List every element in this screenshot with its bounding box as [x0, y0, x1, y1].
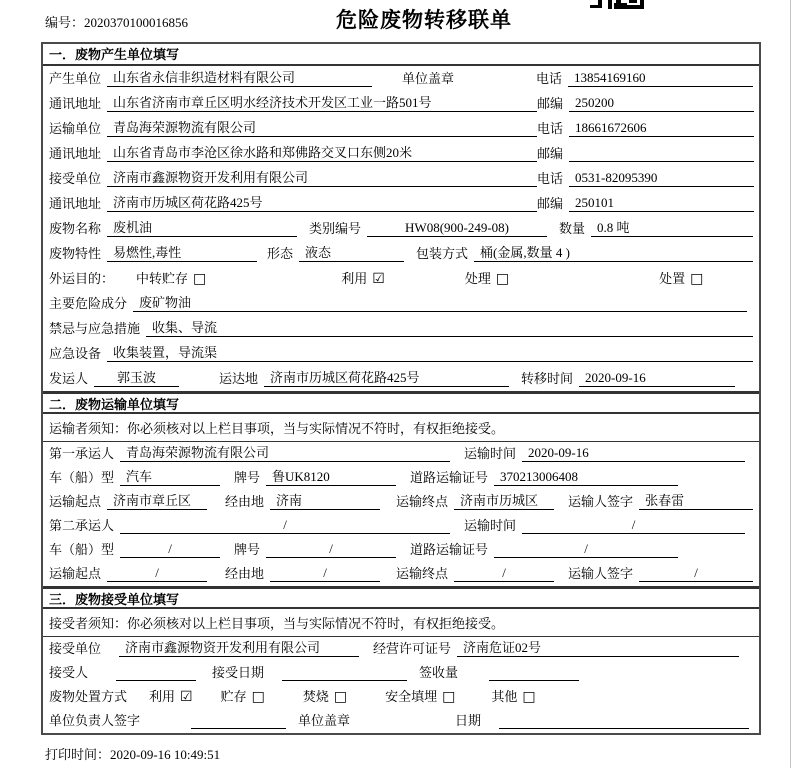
producer-address-field: 山东省济南市章丘区明水经济技术开发区工业一路501号 [107, 95, 537, 112]
phone-label: 电话 [537, 121, 564, 136]
equipment-field: 收集装置，导流渠 [107, 345, 753, 362]
accepting-unit-field: 济南市鑫源物资开发利用有限公司 [119, 640, 359, 657]
carrier2-time-field: / [522, 517, 745, 534]
carrier2-permit-field: / [494, 541, 678, 558]
carrier1-via-field: 济南 [270, 493, 380, 510]
form-state-field: 液态 [299, 245, 404, 262]
section2-header: 二．废物运输单位填写 [43, 392, 759, 414]
carrier2-field: / [120, 517, 450, 534]
producer-row [43, 66, 759, 91]
carrier1-origin-field: 济南市章丘区 [107, 493, 207, 510]
qr-code-fragment-icon [590, 0, 646, 9]
receiver-address-row [43, 191, 759, 216]
section1-body [43, 66, 759, 392]
terminus-label: 运输终点 [396, 566, 449, 581]
shipper-field: 郭玉波 [94, 370, 179, 387]
origin-label: 运输起点 [49, 566, 102, 581]
carrier1-label: 第一承运人 [49, 446, 115, 461]
option-label: 利用 [149, 689, 176, 704]
receiver-phone-field: 0531-82095390 [569, 170, 754, 187]
purpose-option-treat [465, 271, 509, 287]
transfer-time-label: 转移时间 [521, 371, 574, 386]
accepting-unit-row [43, 637, 759, 661]
section2-body [43, 414, 759, 587]
disposal-method-label: 废物处置方式 [49, 689, 128, 704]
serial-label: 编号： [45, 15, 85, 30]
purpose-option-utilize [341, 271, 385, 287]
option-label: 利用 [341, 271, 368, 286]
page-edge-line [790, 0, 791, 768]
disposal-option-landfill [385, 689, 455, 705]
zip-label: 邮编 [537, 96, 564, 111]
recipient-field [116, 665, 196, 681]
emergency-equipment-row [43, 341, 759, 366]
hazard-label: 主要危险成分 [49, 296, 128, 311]
disposal-method-row [43, 685, 759, 709]
unit-seal-label: 单位盖章 [402, 71, 455, 86]
transporter-label: 运输单位 [49, 121, 102, 136]
purpose-option-dispose [659, 271, 703, 287]
license-label: 经营许可证号 [373, 641, 452, 656]
via-label: 经由地 [225, 566, 265, 581]
producer-phone-field: 13854169160 [568, 70, 753, 87]
carrier1-row [43, 442, 759, 466]
destination-field: 济南市历城区荷花路425号 [264, 370, 509, 387]
destination-label: 运达地 [219, 371, 259, 386]
checkbox-checked-icon: ☑ [180, 688, 193, 705]
carrier1-end-field: 济南市历城区 [454, 493, 554, 510]
waste-name-row [43, 216, 759, 241]
checkbox-checked-icon: ☑ [372, 270, 385, 287]
responsible-signature-label: 单位负责人签字 [49, 713, 141, 728]
plate-label: 牌号 [234, 542, 261, 557]
transporter-zip-field [569, 146, 754, 162]
waste-traits-row [43, 241, 759, 266]
zip-label: 邮编 [537, 196, 564, 211]
signed-amount-label: 签收量 [419, 665, 459, 680]
accept-date-label: 接受日期 [212, 665, 265, 680]
via-label: 经由地 [225, 494, 265, 509]
receiver-address-field: 济南市历城区荷花路425号 [107, 195, 537, 212]
producer-field: 山东省永信非织造材料有限公司 [107, 70, 372, 87]
address-label: 通讯地址 [49, 96, 102, 111]
date-label: 日期 [455, 713, 482, 728]
carrier2-label: 第二承运人 [49, 518, 115, 533]
carrier1-plate-field: 鲁UK8120 [266, 469, 396, 486]
transport-time-label: 运输时间 [464, 518, 517, 533]
form-table [41, 42, 761, 735]
section3-header: 三．废物接受单位填写 [43, 587, 759, 609]
carrier2-route-row [43, 562, 759, 586]
checkbox-unchecked-icon: □ [333, 688, 348, 705]
carrier2-vehicle-row [43, 538, 759, 562]
receiver-notice: 接受者须知：你必须核对以上栏目事项，当与实际情况不符时，有权拒绝接受。 [43, 609, 759, 637]
option-label: 处理 [464, 271, 491, 286]
disposal-option-storage [221, 689, 265, 705]
traits-label: 废物特性 [49, 246, 102, 261]
checkbox-unchecked-icon: □ [522, 688, 536, 705]
transfer-time-field: 2020-09-16 [579, 370, 735, 387]
print-time-label: 打印时间： [45, 747, 111, 762]
taboo-field: 收集、导流 [146, 320, 753, 337]
checkbox-unchecked-icon: □ [251, 688, 265, 705]
carrier2-row [43, 514, 759, 538]
category-field: HW08(900-249-08) [367, 220, 547, 237]
packing-field: 桶(金属,数量 4 ) [474, 245, 753, 262]
carrier-sign-label: 运输人签字 [568, 494, 634, 509]
checkbox-unchecked-icon: □ [690, 270, 704, 287]
packing-label: 包装方式 [416, 246, 469, 261]
accepting-unit-label: 接受单位 [49, 641, 102, 656]
carrier-sign-label: 运输人签字 [568, 566, 634, 581]
option-label: 焚烧 [302, 689, 329, 704]
address-label: 通讯地址 [49, 196, 102, 211]
carrier2-end-field: / [454, 565, 554, 582]
option-label: 其他 [491, 689, 518, 704]
date-field [499, 713, 749, 729]
receiver-row [43, 166, 759, 191]
waste-name-field: 废机油 [107, 220, 297, 237]
road-permit-label: 道路运输证号 [410, 470, 489, 485]
signed-amount-field [489, 665, 579, 681]
outbound-purpose-row [43, 266, 759, 291]
transporter-address-row [43, 141, 759, 166]
disposal-option-other [491, 689, 535, 705]
road-permit-label: 道路运输证号 [410, 542, 489, 557]
carrier2-sign-field: / [639, 565, 753, 582]
section3-body [43, 609, 759, 733]
shipper-label: 发运人 [49, 371, 89, 386]
equipment-label: 应急设备 [49, 346, 102, 361]
print-time-value: 2020-09-16 10:49:51 [110, 747, 221, 762]
producer-zip-field: 250200 [569, 95, 754, 112]
waste-name-label: 废物名称 [49, 221, 102, 236]
checkbox-unchecked-icon: □ [193, 270, 207, 287]
origin-label: 运输起点 [49, 494, 102, 509]
checkbox-unchecked-icon: □ [442, 688, 456, 705]
hazard-components-row [43, 291, 759, 316]
carrier1-field: 青岛海荣源物流有限公司 [120, 445, 450, 462]
carrier2-vehicle-field: / [120, 541, 220, 558]
producer-address-row [43, 91, 759, 116]
option-label: 贮存 [220, 689, 247, 704]
unit-seal-label: 单位盖章 [298, 713, 351, 728]
transporter-address-field: 山东省青岛市李沧区徐水路和郑佛路交叉口东侧20米 [107, 145, 537, 162]
carrier2-plate-field: / [266, 541, 396, 558]
option-label: 安全填埋 [385, 689, 438, 704]
transporter-row [43, 116, 759, 141]
carrier1-sign-field: 张春雷 [639, 493, 753, 510]
option-label: 处置 [659, 271, 686, 286]
transporter-field: 青岛海荣源物流有限公司 [107, 120, 537, 137]
purpose-label: 外运目的： [49, 271, 115, 286]
responsible-signature-row [43, 709, 759, 733]
receiver-field: 济南市鑫源物资开发利用有限公司 [107, 170, 537, 187]
transport-time-label: 运输时间 [464, 446, 517, 461]
shipper-row [43, 366, 759, 391]
traits-field: 易燃性,毒性 [107, 245, 257, 262]
category-label: 类别编号 [309, 221, 362, 236]
vehicle-type-label: 车（船）型 [49, 470, 115, 485]
quantity-field: 0.8 吨 [591, 220, 753, 237]
plate-label: 牌号 [234, 470, 261, 485]
taboo-measures-row [43, 316, 759, 341]
hazard-field: 废矿物油 [133, 295, 747, 312]
carrier1-vehicle-field: 汽车 [120, 469, 220, 486]
purpose-option-transfer-storage [136, 271, 206, 287]
phone-label: 电话 [535, 71, 562, 86]
carrier1-route-row [43, 490, 759, 514]
checkbox-unchecked-icon: □ [495, 270, 510, 287]
serial-number [45, 12, 188, 31]
carrier2-via-field: / [270, 565, 380, 582]
accept-date-field [282, 665, 407, 681]
recipient-label: 接受人 [49, 665, 89, 680]
receiver-zip-field: 250101 [569, 195, 754, 212]
carrier1-vehicle-row [43, 466, 759, 490]
transporter-notice: 运输者须知：你必须核对以上栏目事项，当与实际情况不符时，有权拒绝接受。 [43, 414, 759, 442]
carrier2-origin-field: / [107, 565, 207, 582]
option-label: 中转贮存 [136, 271, 189, 286]
responsible-signature-field [191, 713, 286, 729]
quantity-label: 数量 [559, 221, 586, 236]
carrier1-time-field: 2020-09-16 [522, 445, 745, 462]
recipient-row [43, 661, 759, 685]
serial-value: 2020370100016856 [84, 15, 189, 30]
zip-label: 邮编 [537, 146, 564, 161]
receiver-label: 接受单位 [49, 171, 102, 186]
form-state-label: 形态 [267, 246, 294, 261]
license-field: 济南危证02号 [457, 640, 739, 657]
terminus-label: 运输终点 [396, 494, 449, 509]
disposal-option-incinerate [303, 689, 347, 705]
phone-label: 电话 [537, 171, 564, 186]
transporter-phone-field: 18661672606 [569, 120, 754, 137]
address-label: 通讯地址 [49, 146, 102, 161]
disposal-option-utilize [149, 689, 193, 705]
producer-label: 产生单位 [49, 71, 102, 86]
form-title: 危险废物转移联单 [336, 8, 512, 32]
taboo-label: 禁忌与应急措施 [49, 321, 141, 336]
carrier1-permit-field: 370213006408 [494, 469, 678, 486]
vehicle-type-label: 车（船）型 [49, 542, 115, 557]
section1-header: 一．废物产生单位填写 [43, 44, 759, 66]
print-time [45, 744, 220, 763]
